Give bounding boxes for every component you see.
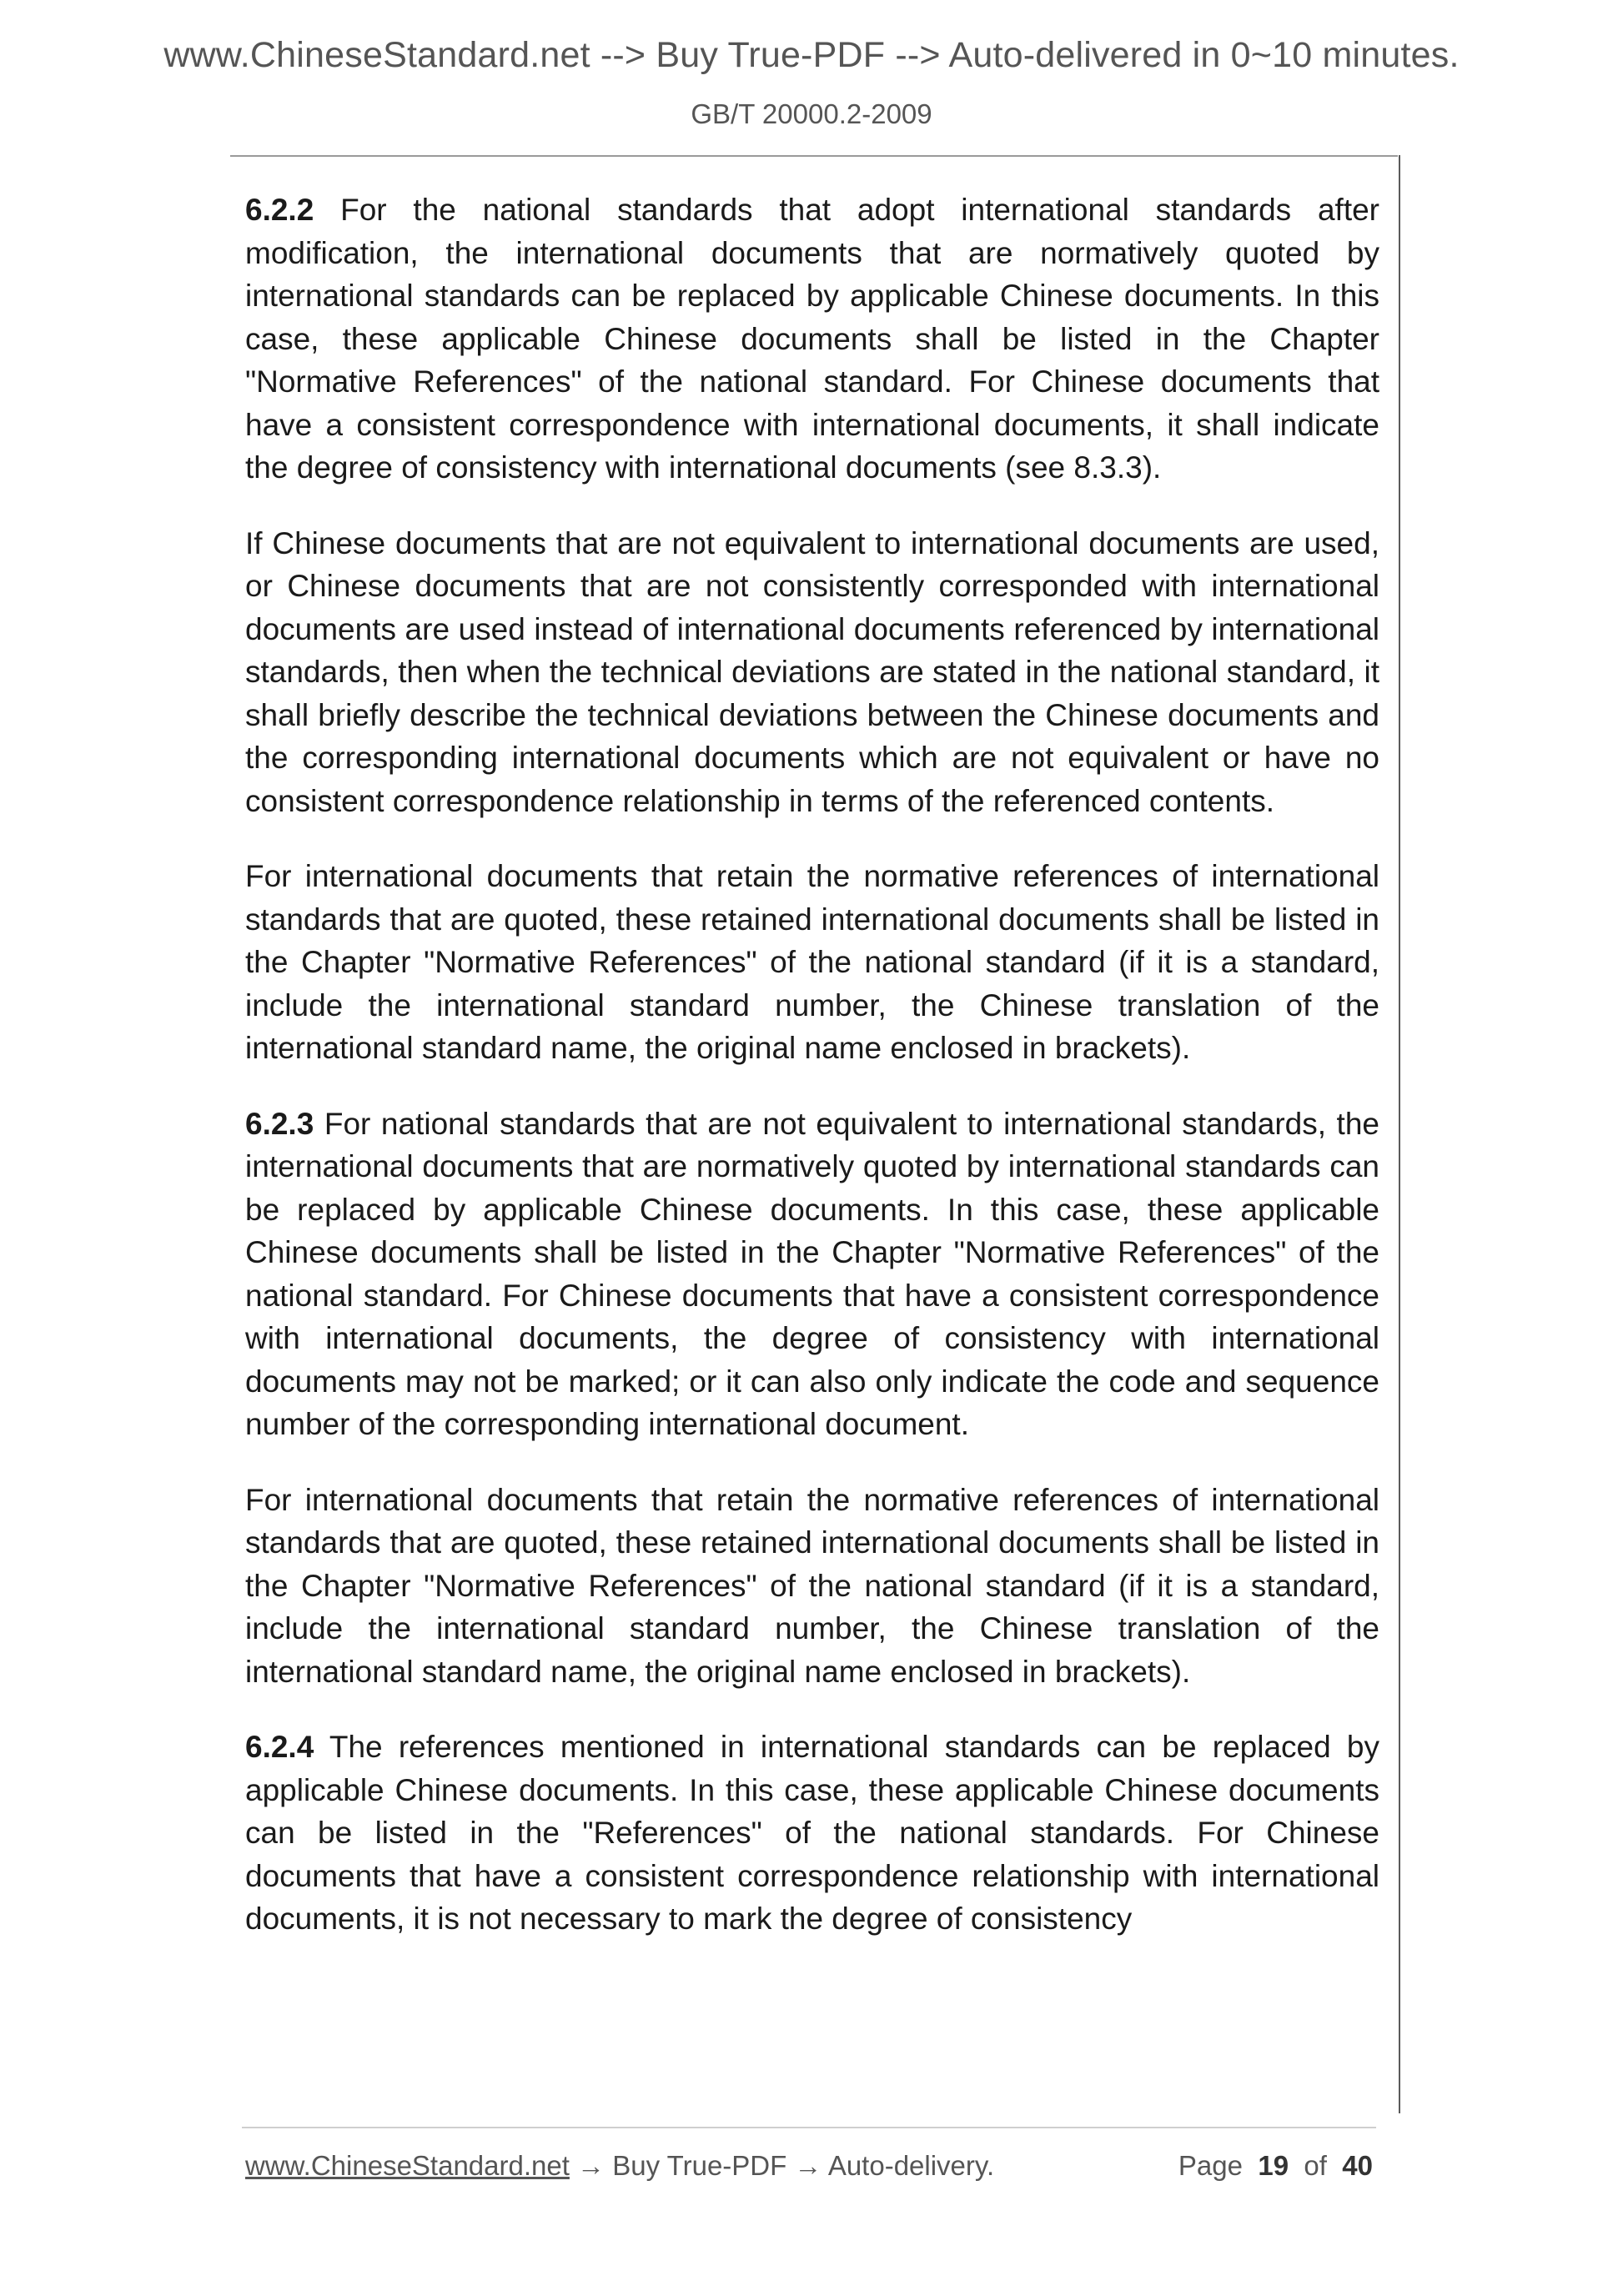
site-link[interactable]: www.ChineseStandard.net bbox=[245, 2150, 570, 2181]
page-of-label: of bbox=[1304, 2150, 1327, 2181]
document-body bbox=[245, 188, 1379, 1973]
paragraph-retained-references-2 bbox=[245, 1479, 1379, 1694]
paragraph-text: The references mentioned in international standards can be replaced by applicable Chinese documents. In this case, these applicable Chinese documents can be listed in the "References" of the national standards. For Chinese documents that have a consistent correspondence relationship with international documents, it is not necessary to mark the degree of consistency bbox=[245, 1730, 1379, 1936]
footer-tagline: → Buy True-PDF → Auto-delivery. bbox=[569, 2150, 995, 2181]
paragraph-text: For the national standards that adopt international standards after modification, the international documents that are normatively quoted by international standards can be replaced by applicable Chinese documents. In this case, these applicable Chinese documents shall be listed in the Chapter "Normative References" of the national standard. For Chinese documents that have a consistent correspondence with international documents, it shall indicate the degree of consistency with international documents (see 8.3.3). bbox=[245, 193, 1379, 485]
total-pages-number: 40 bbox=[1342, 2150, 1373, 2181]
top-banner: www.ChineseStandard.net --> Buy True-PDF --> Auto-delivered in 0~10 minutes. bbox=[163, 35, 1460, 75]
paragraph-6-2-2 bbox=[245, 188, 1379, 490]
paragraph-text: For national standards that are not equivalent to international standards, the international documents that are normatively quoted by international standards can be replaced by applicable Chinese documents. In this case, these applicable Chinese documents shall be listed in the Chapter "Normative References" of the national standard. For Chinese documents that have a consistent correspondence with international documents, the degree of consistency with international documents may not be marked; or it can also only indicate the code and sequence number of the corresponding international document. bbox=[245, 1106, 1379, 1441]
page-indicator bbox=[1178, 2150, 1373, 2182]
paragraph-6-2-4 bbox=[245, 1726, 1379, 1941]
paragraph-retained-references-1 bbox=[245, 855, 1379, 1070]
clause-number: 6.2.3 bbox=[245, 1106, 314, 1141]
footer-divider bbox=[242, 2127, 1376, 2128]
paragraph-text: For international documents that retain the normative references of international standards that are quoted, these retained international documents shall be listed in the Chapter "Normative References" of the national standard (if it is a standard, include the international standard number, the Chinese translation of the international standard name, the original name enclosed in brackets). bbox=[245, 859, 1379, 1065]
footer-promo bbox=[245, 2150, 994, 2182]
current-page-number: 19 bbox=[1258, 2150, 1289, 2181]
page-label: Page bbox=[1178, 2150, 1243, 2181]
paragraph-6-2-3 bbox=[245, 1103, 1379, 1446]
paragraph-deviation bbox=[245, 522, 1379, 823]
paragraph-text: If Chinese documents that are not equivalent to international documents are used, or Chinese documents that are not consistently corresponded with international documents are used instead of international documents referenced by international standards, then when the technical deviations are stated in the national standard, it shall briefly describe the technical deviations between the Chinese documents and the corresponding international documents which are not equivalent or have no consistent correspondence relationship in terms of the referenced contents. bbox=[245, 525, 1379, 818]
standard-code: GB/T 20000.2-2009 bbox=[691, 98, 932, 129]
header-divider bbox=[230, 155, 1398, 157]
clause-number: 6.2.4 bbox=[245, 1730, 314, 1764]
clause-number: 6.2.2 bbox=[245, 193, 314, 227]
right-margin-rule bbox=[1399, 155, 1400, 2113]
paragraph-text: For international documents that retain the normative references of international standards that are quoted, these retained international documents shall be listed in the Chapter "Normative References" of the national standard (if it is a standard, include the international standard number, the Chinese translation of the international standard name, the original name enclosed in brackets). bbox=[245, 1482, 1379, 1689]
